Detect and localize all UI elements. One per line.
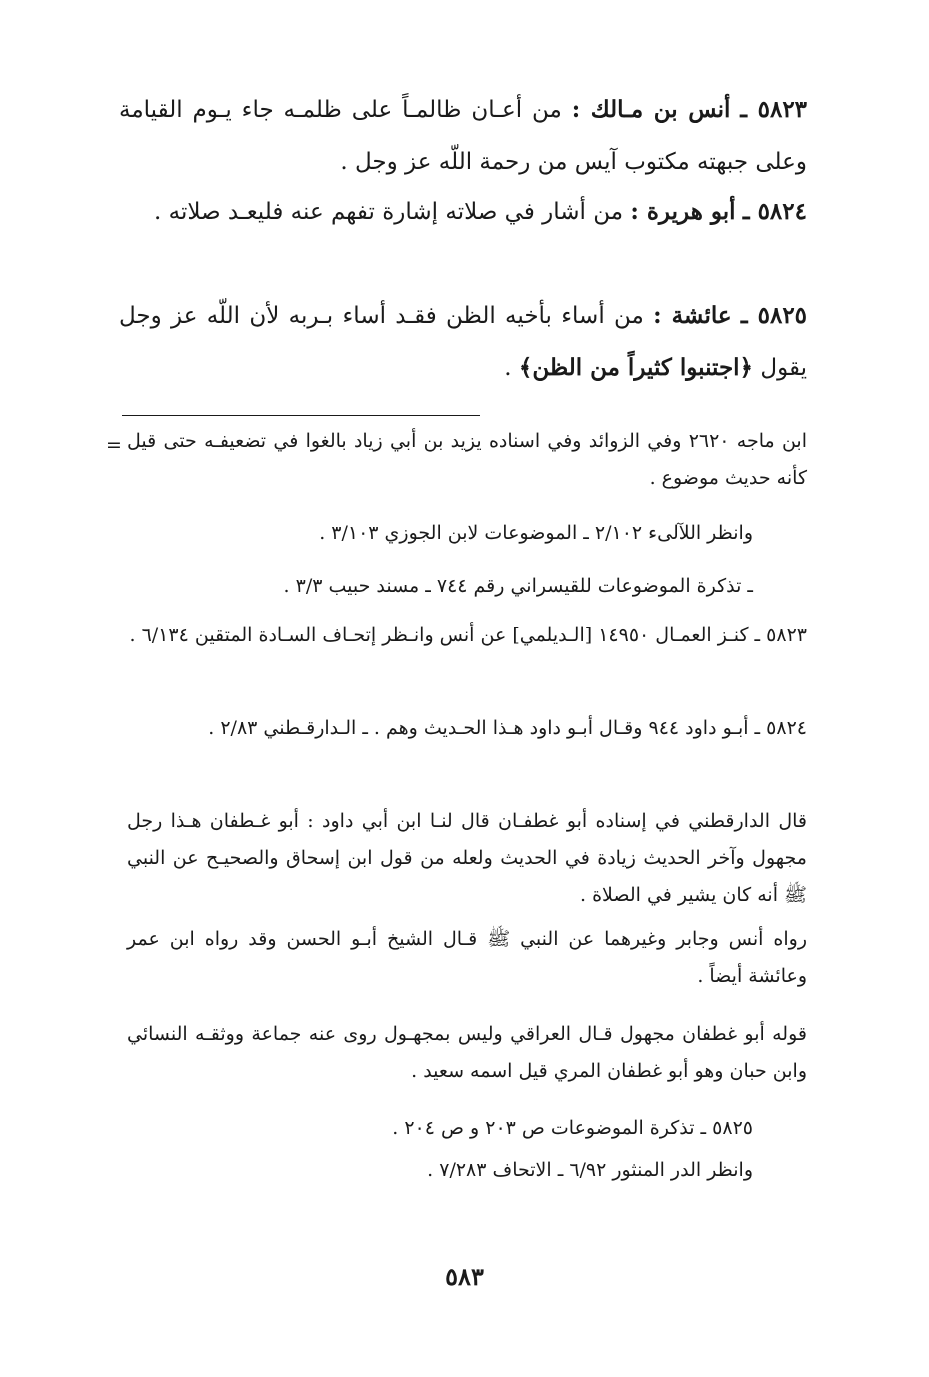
footnote-line: ابن ماجه ٢٦٢٠ وفي الزوائد وفي اسناده يزيد بن أبي زياد بالغوا في تضعيفـه حتى قيل كأنه حديث موضوع . — [127, 430, 807, 489]
entry-end: . — [504, 355, 512, 381]
entry-number: ٥٨٢٣ ـ — [740, 96, 808, 123]
entry-5825 — [119, 290, 807, 394]
footnote-line: وانظر الدر المنثور ٦/٩٢ ـ الاتحاف ٧/٢٨٣ . — [427, 1159, 753, 1181]
footnote-line: ـ تذكرة الموضوعات للقيسراني رقم ٧٤٤ ـ مسند حبيب ٣/٣ . — [283, 575, 753, 597]
entry-narrator: عائشة : — [653, 302, 732, 329]
entry-text: من أشار في صلاته إشارة تفهم عنه فليعـد صلاته . — [153, 199, 624, 225]
footnote-line: قوله أبو غطفان مجهول قـال العراقي وليس بمجهـول روى عنه جماعة ووثقـه النسائي وابن حبان وهو أبو غطفان المري قيل اسمه سعيد . — [127, 1023, 807, 1082]
entry-text: من أساء بأخيه الظن فقـد أساء بـربه لأن اللّه عز وجل يقول — [119, 303, 807, 381]
footnote-divider — [122, 415, 480, 416]
page-number: ٥٨٣ — [445, 1262, 484, 1291]
entry-5824 — [119, 186, 807, 238]
footnote-line: ٥٨٢٣ ـ كنـز العمـال ١٤٩٥٠ [الـديلمي] عن أنس وانـظر إتحـاف السـادة المتقين ٦/١٣٤ . — [129, 624, 807, 646]
entry-number: ٥٨٢٥ ـ — [740, 302, 808, 329]
entry-text: من أعـان ظالمـاً على ظلمـه جاء يـوم القيامة وعلى جبهته مكتوب آيس من رحمة اللّه عز وجل . — [119, 97, 807, 175]
footnote-line: ٥٨٢٥ ـ تذكرة الموضوعات ص ٢٠٣ و ص ٢٠٤ . — [392, 1117, 753, 1139]
footnote-line: قال الدارقطني في إسناده أبو غطفـان قال لنـا ابن أبي داود : أبو غـطفان هـذا رجل مجهول وآخر الحديث زيادة في الحديث ولعله من قول ابن إسحاق والصحيـح عن النبي ﷺ أنه كان يشير في الصلاة . — [127, 810, 807, 906]
entry-5823 — [119, 84, 807, 188]
entry-narrator: أبو هريرة : — [630, 198, 736, 225]
quran-quote: ﴿اجتنبوا كثيراً من الظن﴾ — [518, 354, 754, 381]
entry-number: ٥٨٢٤ ـ — [742, 198, 807, 225]
footnote-line: رواه أنس وجابر وغيرهما عن النبي ﷺ قـال الشيخ أبـو الحسن وقد رواه ابن عمر وعائشة أيضاً . — [127, 928, 807, 987]
footnote-continuation-mark: = — [106, 434, 122, 456]
footnote-line: ٥٨٢٤ ـ أبـو داود ٩٤٤ وقـال أبـو داود هـذا الحـديث وهم . ـ الـدارقـطني ٢/٨٣ . — [208, 717, 807, 739]
footnote-line: وانظر اللآلىء ٢/١٠٢ ـ الموضوعات لابن الجوزي ٣/١٠٣ . — [319, 522, 753, 544]
entry-narrator: أنس بن مـالك : — [571, 96, 731, 123]
